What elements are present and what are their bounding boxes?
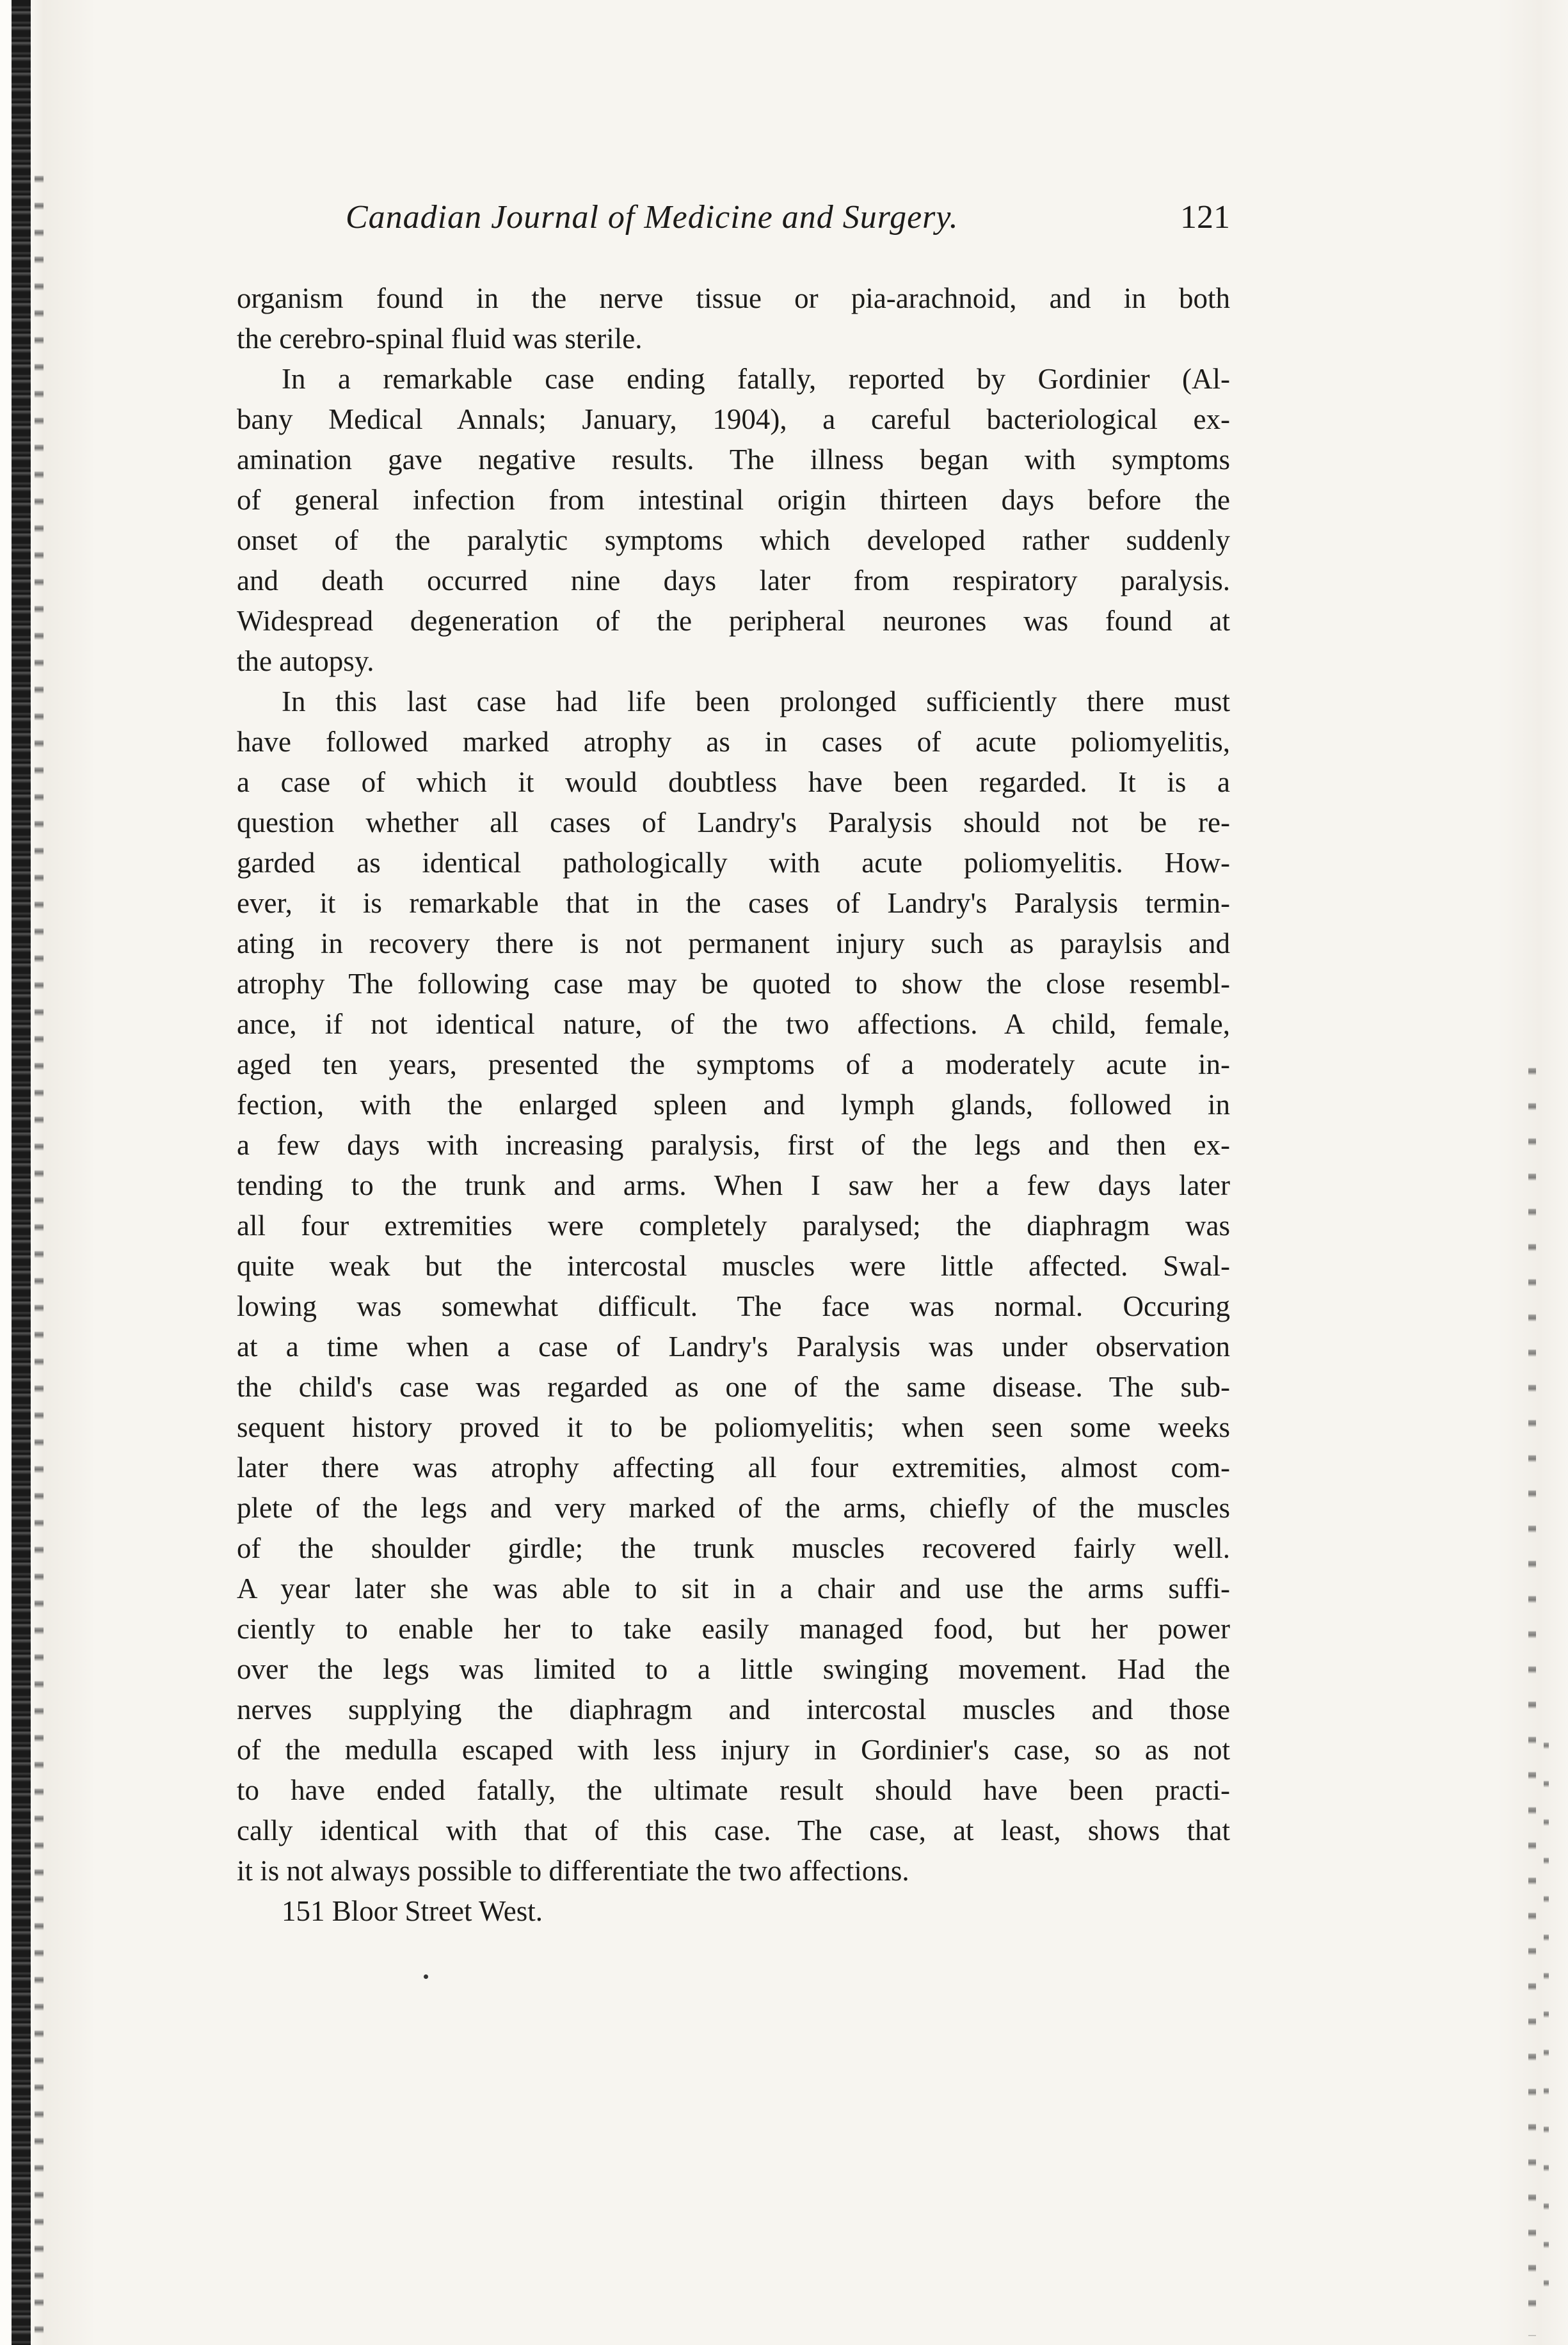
paragraph [237,682,1230,1891]
text-line: plete of the legs and very marked of the arms, chiefly of the muscles [237,1492,1230,1524]
text-line: nerves supplying the diaphragm and intercostal muscles and those [237,1693,1230,1725]
text-line: atrophy The following case may be quoted to show the close resembl- [237,968,1230,1000]
article-body [237,278,1230,1932]
text-line: fection, with the enlarged spleen and lymph glands, followed in [237,1089,1230,1121]
text-line: organism found in the nerve tissue or pia-arachnoid, and in both [237,282,1230,314]
text-line: A year later she was able to sit in a chair and use the arms suffi- [237,1573,1230,1605]
text-line: sequent history proved it to be poliomyelitis; when seen some weeks [237,1411,1230,1443]
binding-shadow-secondary [35,166,44,2342]
text-line: at a time when a case of Landry's Paralysis was under observation [237,1331,1230,1363]
text-line: of the medulla escaped with less injury in Gordinier's case, so as not [237,1734,1230,1766]
binding-edge [0,0,96,2345]
text-line: bany Medical Annals; January, 1904), a careful bacteriological ex- [237,403,1230,435]
scan-artifact-secondary [1544,1728,1549,2304]
text-line: Widespread degeneration of the peripheral neurones was found at [237,605,1230,637]
text-line: aged ten years, presented the symptoms of a moderately acute in- [237,1048,1230,1080]
page-edge-right [1498,0,1568,2345]
text-line: the child's case was regarded as one of the same disease. The sub- [237,1371,1230,1403]
text-line: of general infection from intestinal origin thirteen days before the [237,484,1230,516]
text-line: a few days with increasing paralysis, first of the legs and then ex- [237,1129,1230,1161]
text-line: all four extremities were completely paralysed; the diaphragm was [237,1210,1230,1242]
text-line: have followed marked atrophy as in cases of acute poliomyelitis, [237,726,1230,758]
text-line: over the legs was limited to a little swinging movement. Had the [237,1653,1230,1685]
text-line: a case of which it would doubtless have been regarded. It is a [237,766,1230,798]
text-line: to have ended fatally, the ultimate result should have been practi- [237,1774,1230,1806]
text-line: the autopsy. [237,645,374,677]
paragraph [237,278,1230,359]
text-line: In a remarkable case ending fatally, reported by Gordinier (Al- [282,363,1230,395]
text-line: of the shoulder girdle; the trunk muscles recovered fairly well. [237,1532,1230,1564]
text-line: ating in recovery there is not permanent injury such as paraylsis and [237,927,1230,959]
text-line: it is not always possible to differentiate the two affections. [237,1855,909,1887]
text-line: quite weak but the intercostal muscles were little affected. Swal- [237,1250,1230,1282]
page-number: 121 [1180,199,1230,236]
text-line: amination gave negative results. The illness began with symptoms [237,444,1230,476]
ink-speck [424,1974,428,1979]
binding-shadow [12,0,31,2345]
text-line: onset of the paralytic symptoms which developed rather suddenly [237,524,1230,556]
running-title: Canadian Journal of Medicine and Surgery. [346,199,959,236]
page-header [346,198,1242,243]
paragraph [237,359,1230,682]
scan-artifact [1528,1056,1536,2336]
text-line: question whether all cases of Landry's Paralysis should not be re- [237,806,1230,838]
author-address: 151 Bloor Street West. [282,1895,543,1927]
text-line: cally identical with that of this case. The case, at least, shows that [237,1814,1230,1846]
text-line: the cerebro-spinal fluid was sterile. [237,323,643,355]
text-line: ciently to enable her to take easily managed food, but her power [237,1613,1230,1645]
text-line: ance, if not identical nature, of the two affections. A child, female, [237,1008,1230,1040]
text-line: tending to the trunk and arms. When I saw her a few days later [237,1169,1230,1201]
text-line: ever, it is remarkable that in the cases of Landry's Paralysis termin- [237,887,1230,919]
text-line: and death occurred nine days later from respiratory paralysis. [237,564,1230,596]
text-line: garded as identical pathologically with acute poliomyelitis. How- [237,847,1230,879]
text-line: lowing was somewhat difficult. The face was normal. Occuring [237,1290,1230,1322]
text-line: In this last case had life been prolonged sufficiently there must [282,685,1230,717]
text-line: later there was atrophy affecting all four extremities, almost com- [237,1452,1230,1484]
